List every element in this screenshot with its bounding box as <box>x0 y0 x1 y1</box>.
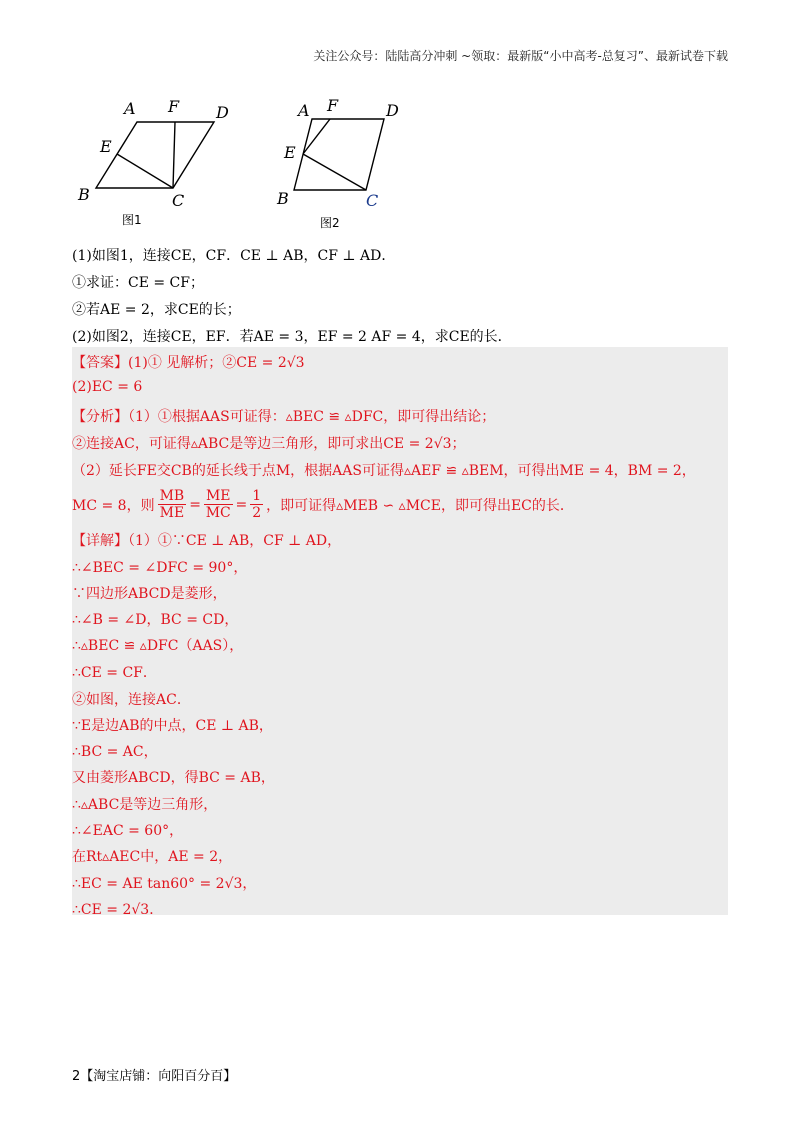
fig1-label-d: D <box>216 103 229 122</box>
detail-line-7: ②如图，连接AC． <box>72 692 191 708</box>
analysis-l6-prefix: MC = 8，则 <box>72 497 155 514</box>
analysis-line-2: ②连接AC，可证得▵ABC是等边三角形，即可求出CE = 2√3； <box>72 436 466 452</box>
eq-sign-1: = <box>189 496 201 513</box>
page-footer: 2【淘宝店铺：向阳百分百】 <box>72 1069 237 1084</box>
detail-tag: 【详解】 <box>72 533 128 549</box>
fig1-caption: 图1 <box>122 213 142 227</box>
fig1-seg-cf <box>173 122 175 188</box>
fig1-label-a: A <box>124 99 136 118</box>
detail-line-11: ∴▵ABC是等边三角形， <box>72 797 218 813</box>
detail-line-9: ∴BC = AC， <box>72 744 158 760</box>
fig1-label-f: F <box>168 97 180 116</box>
question-2: (2)如图2，连接CE，EF．若AE = 3，EF = 2 AF = 4，求CE的长． <box>72 329 512 345</box>
analysis-line-3: （2）延长FE交CB的延长线于点M，根据AAS可证得▵AEF ≌ ▵BEM，可得出ME = 4，BM = 2， <box>72 463 696 479</box>
figure-2 <box>294 119 384 190</box>
detail-line-5: ∴▵BEC ≌ ▵DFC（AAS）， <box>72 638 244 654</box>
geometry-figures <box>72 92 432 232</box>
detail-line-6: ∴CE = CF． <box>72 665 157 681</box>
analysis-line-4 <box>72 488 574 521</box>
fig1-label-b: B <box>78 185 90 204</box>
figure-1 <box>96 122 214 188</box>
analysis-l6-suffix: ，即可证得▵MEB ∽ ▵MCE，即可得出EC的长． <box>266 497 574 514</box>
detail-line-4: ∴∠B = ∠D，BC = CD， <box>72 612 239 628</box>
fig2-caption: 图2 <box>320 216 340 230</box>
frac2-den: MC <box>205 505 231 521</box>
detail-line-14: ∴EC = AE tan60° = 2√3， <box>72 876 257 892</box>
detail-line-2: ∴∠BEC = ∠DFC = 90°， <box>72 560 248 576</box>
fraction-mb-me <box>158 488 187 521</box>
fig2-seg-ec <box>303 154 366 190</box>
analysis-line-1 <box>72 406 495 426</box>
answer-line <box>72 352 305 372</box>
figure-svg <box>72 92 432 237</box>
frac3-num: 1 <box>252 488 262 504</box>
fig2-rhombus <box>294 119 384 190</box>
eq-sign-2: = <box>235 496 248 513</box>
frac1-num: MB <box>159 488 185 504</box>
answer-tag: 【答案】 <box>72 355 128 371</box>
question-1b: ②若AE = 2，求CE的长； <box>72 302 241 318</box>
fraction-me-mc <box>204 488 233 521</box>
fig1-seg-ce <box>117 154 173 188</box>
fig2-label-c: C <box>366 191 379 210</box>
answer-line-2: (2)EC = 6 <box>72 379 143 395</box>
analysis-tag: 【分析】 <box>72 409 128 425</box>
fig2-label-f: F <box>327 96 339 115</box>
fig2-label-e: E <box>284 143 296 162</box>
frac2-num: ME <box>205 488 231 504</box>
frac1-den: ME <box>159 505 185 521</box>
page-header: 关注公众号：陆陆高分冲刺 ~领取：最新版“小中高考-总复习”、最新试卷下载 <box>313 49 728 63</box>
answer-text: (1)① 见解析；②CE = 2√3 <box>128 355 305 371</box>
frac3-den: 2 <box>252 505 262 521</box>
question-1: (1)如图1，连接CE，CF．CE ⊥ AB，CF ⊥ AD． <box>72 248 396 264</box>
detail-line-12: ∴∠EAC = 60°， <box>72 823 184 839</box>
fig2-label-d: D <box>386 101 399 120</box>
detail-line-10: 又由菱形ABCD，得BC = AB， <box>72 770 275 786</box>
fraction-half <box>250 488 263 521</box>
fig1-label-e: E <box>100 137 112 156</box>
analysis-text: （1）①根据AAS可证得：▵BEC ≌ ▵DFC，即可得出结论； <box>128 409 496 425</box>
detail-line-8: ∵E是边AB的中点，CE ⊥ AB， <box>72 718 273 734</box>
detail-line-3: ∵四边形ABCD是菱形， <box>72 586 227 602</box>
fig1-rhombus <box>96 122 214 188</box>
fig1-label-c: C <box>172 191 185 210</box>
fig2-label-b: B <box>277 189 289 208</box>
detail-line-1 <box>72 530 341 550</box>
detail-line-13: 在Rt▵AEC中，AE = 2， <box>72 849 233 865</box>
detail-line-15: ∴CE = 2√3． <box>72 902 164 918</box>
fig2-label-a: A <box>298 101 310 120</box>
detail-text: （1）①∵CE ⊥ AB，CF ⊥ AD， <box>128 533 342 549</box>
question-1a: ①求证：CE = CF； <box>72 275 204 291</box>
